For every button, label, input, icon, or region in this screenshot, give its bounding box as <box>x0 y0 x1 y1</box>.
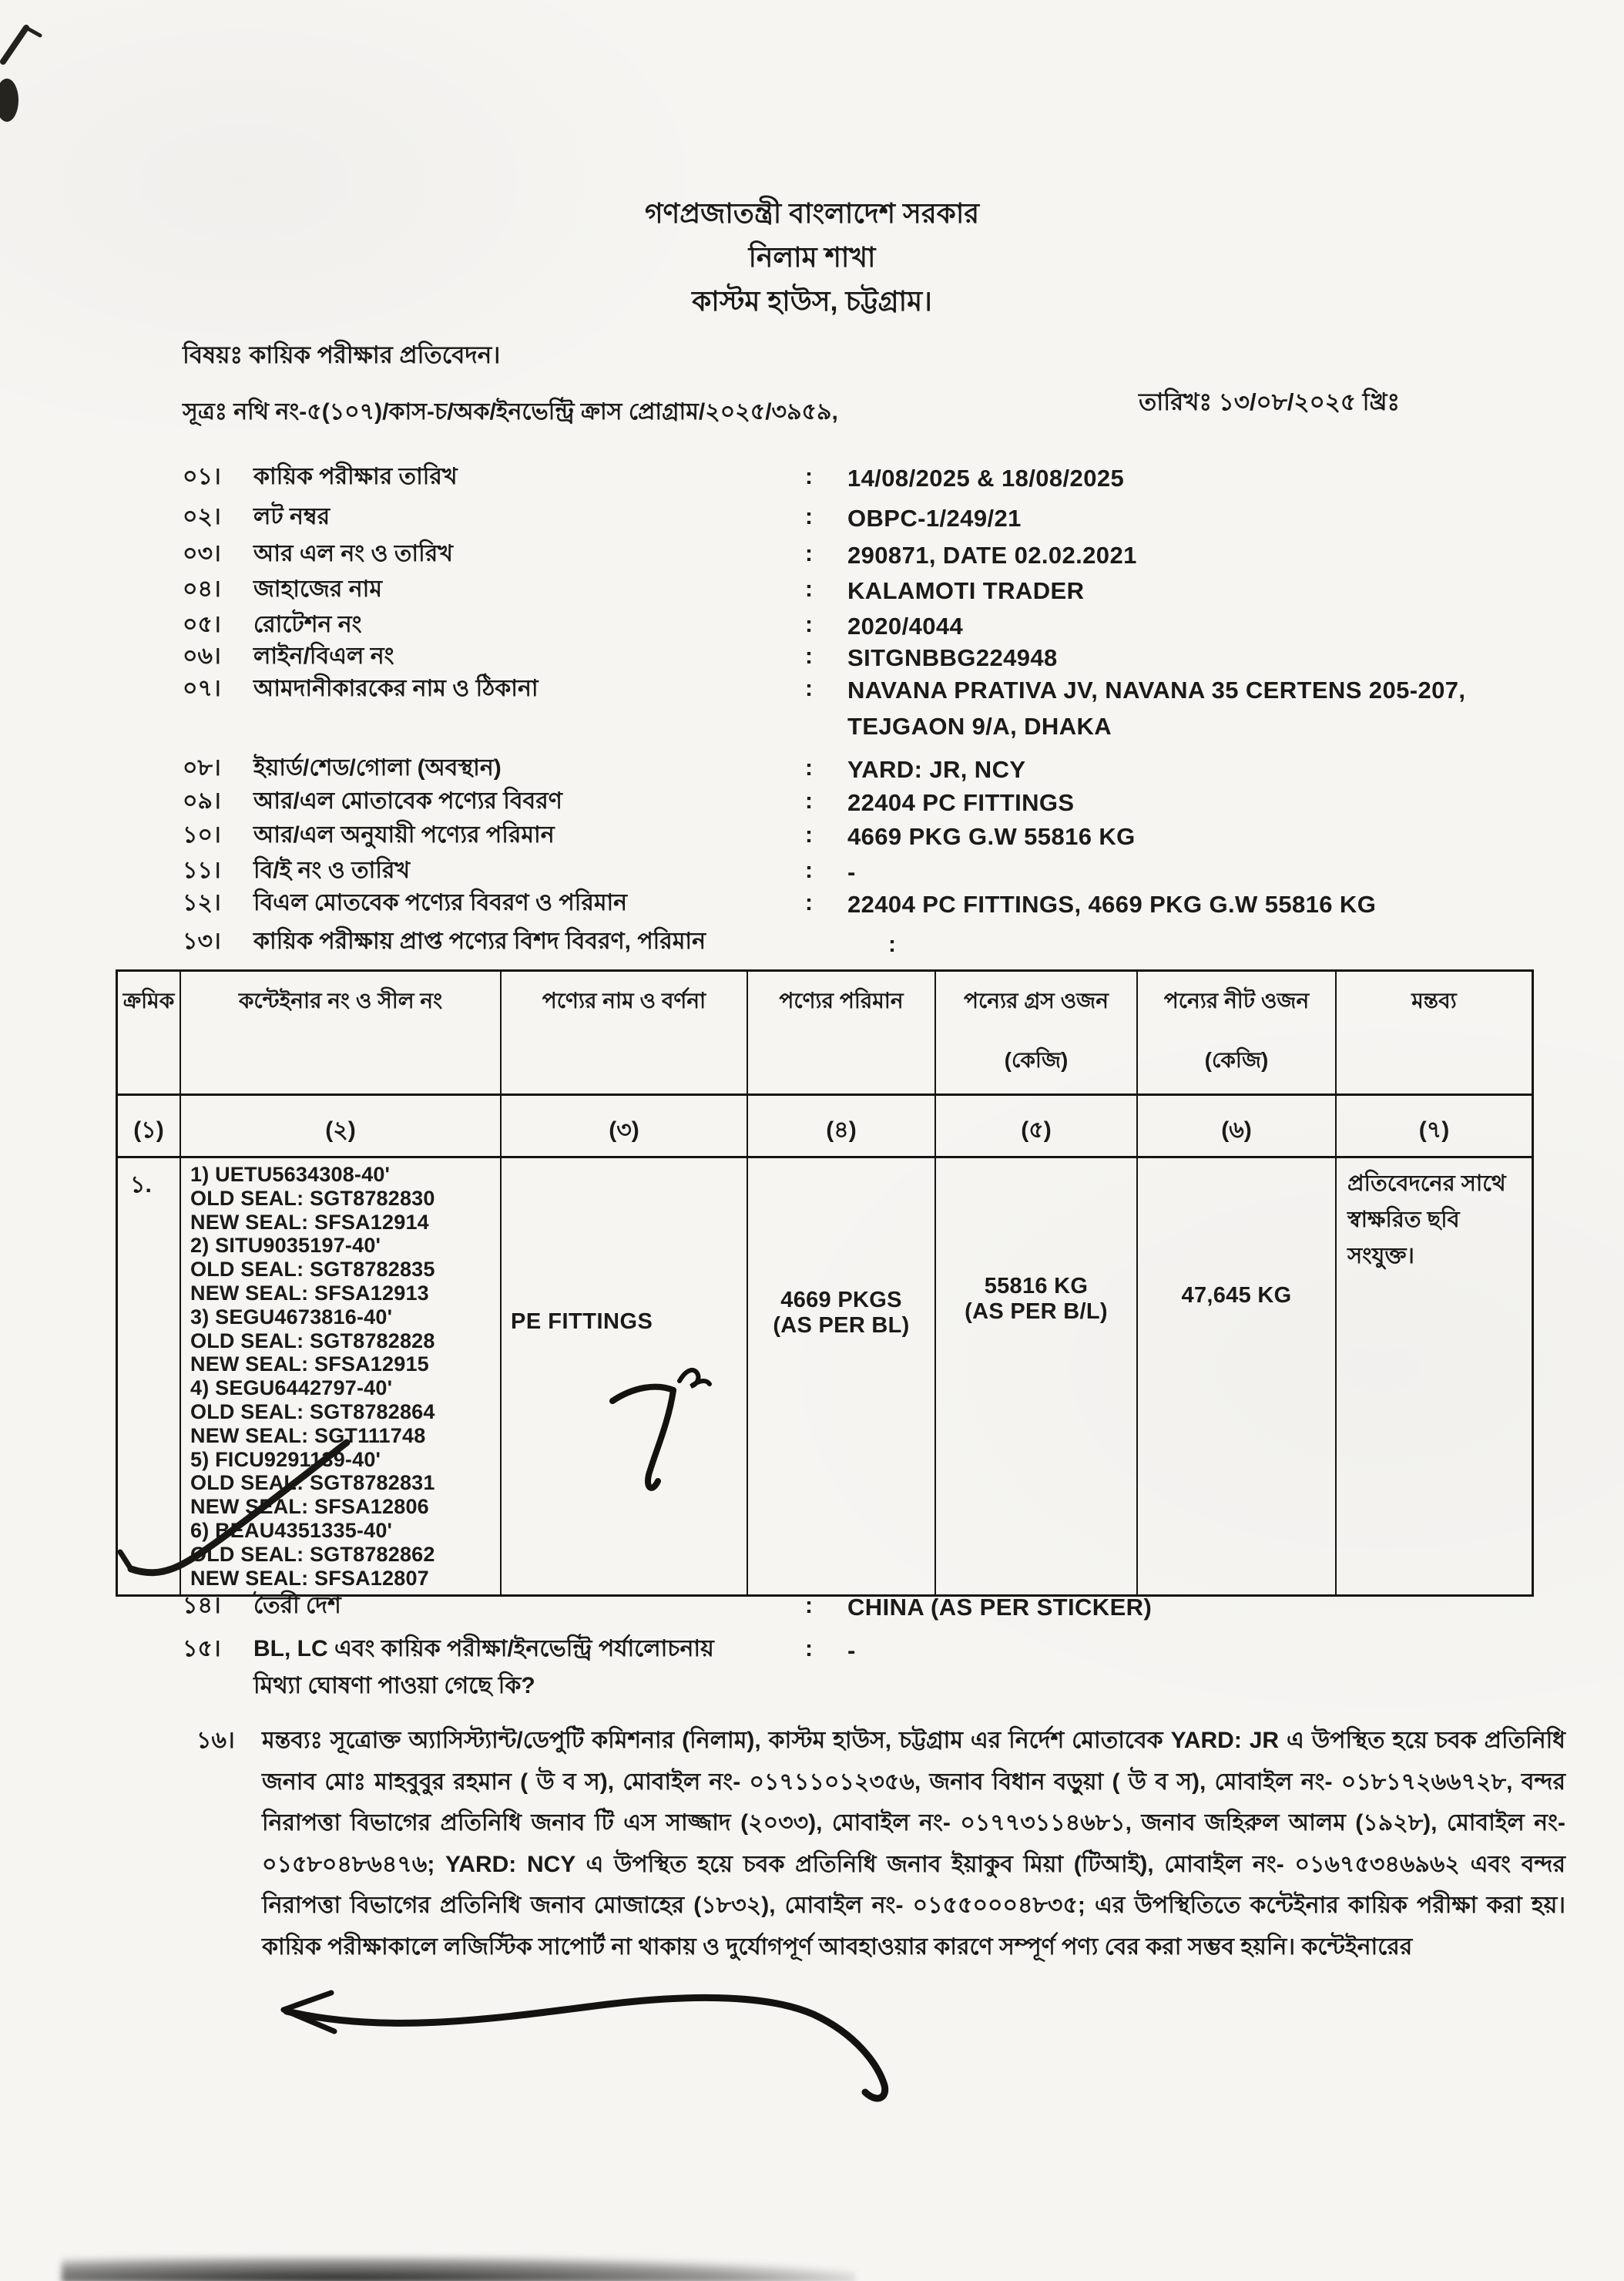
container-line: OLD SEAL: SGT8782830 <box>190 1186 435 1210</box>
item-value: 4669 PKG G.W 55816 KG <box>847 823 1136 850</box>
item-label: লট নম্বর <box>253 504 331 529</box>
document-date: তারিখঃ ১৩/০৮/২০২৫ খ্রিঃ <box>1139 388 1401 415</box>
item-label: BL, LC এবং কায়িক পরীক্ষা/ইনভেন্ট্রি পর্যালোচনায় <box>253 1636 714 1661</box>
item-value: KALAMOTI TRADER <box>847 577 1085 604</box>
list-item-02 <box>183 500 1585 534</box>
container-line: 3) SEGU4673816-40' <box>190 1305 393 1329</box>
container-line: NEW SEAL: SGT111748 <box>190 1423 426 1447</box>
government-title: গণপ্রজাতন্ত্রী বাংলাদেশ সরকার <box>644 197 980 229</box>
remarks-text: মন্তব্যঃ সূত্রোক্ত অ্যাসিস্ট্যান্ট/ডেপুটি কমিশনার (নিলাম), কাস্টম হাউস, চট্টগ্রাম এর নির্দেশ মোতাবেক YARD: JR এ উপস্থিত হয়ে চবক প্রতিনিধি জনাব মোঃ মাহবুবুর রহমান ( উ ব স), মোবাইল নং- ০১৭১১০১২৩৫৬, জনাব বিধান বড়ুয়া ( উ ব স), মোবাইল নং- ০১৮১৭২৬৬৭২৮, বন্দর নিরাপত্তা বিভাগের প্রতিনিধি জনাব টি এস সাজ্জাদ (২০৩৩), মোবাইল নং- ০১৭৭৩১১৪৬৮১, জনাব জহিরুল আলম (১৯২৮), মোবাইল নং- ০১৫৮০৪৮৬৪৭৬; YARD: NCY এ উপস্থিত হয়ে চবক প্রতিনিধি জনাব ইয়াকুব মিয়া (টিআই), মোবাইল নং- ০১৬৭৫৩৪৬৯৬২ এবং বন্দর নিরাপত্তা বিভাগের প্রতিনিধি জনাব মোজাহের (১৮৩২), মোবাইল নং- ০১৫৫০০০৪৮৩৫; এর উপস্থিতিতে কন্টেইনার কায়িক পরীক্ষা করা হয়। কায়িক পরীক্ষাকালে লজিস্টিক সাপোর্ট না থাকায় ও দুর্যোগপূর্ণ আবহাওয়ার কারণে সম্পূর্ণ পণ্য বের করা সম্ভব হয়নি। কন্টেইনারের <box>262 1728 1565 1960</box>
item-label-line2: মিথ্যা ঘোষণা পাওয়া গেছে কি? <box>253 1673 535 1698</box>
item-colon: : <box>805 1636 813 1661</box>
list-item-07 <box>183 672 1585 740</box>
office-name: কাস্টম হাউস, চট্টগ্রাম। <box>692 285 932 317</box>
subject-line: বিষয়ঃ কায়িক পরীক্ষার প্রতিবেদন। <box>183 341 501 368</box>
list-item-13 <box>183 925 1585 959</box>
quantity-note: (AS PER BL) <box>773 1313 910 1338</box>
quantity-value: 4669 PKGS <box>780 1288 902 1312</box>
item-colon: : <box>805 822 813 848</box>
header-serial: ক্রমিক <box>118 972 181 1093</box>
item-colon: : <box>805 504 813 529</box>
scan-shadow <box>62 2256 855 2281</box>
item-label: আর/এল অনুযায়ী পণ্যের পরিমান <box>253 822 555 848</box>
list-item-01 <box>183 460 1585 494</box>
item-number: ১৩। <box>183 929 221 954</box>
container-line: 1) UETU5634308-40' <box>190 1163 391 1186</box>
colnum-6: (৬) <box>1138 1096 1337 1156</box>
list-item-12 <box>183 886 1585 920</box>
container-line: OLD SEAL: SGT8782864 <box>190 1399 435 1423</box>
item-label: কায়িক পরীক্ষার তারিখ <box>253 464 458 489</box>
item-colon: : <box>805 676 813 701</box>
item-label: জাহাজের নাম <box>253 576 382 602</box>
colnum-5: (৫) <box>936 1096 1138 1156</box>
container-line: OLD SEAL: SGT8782828 <box>190 1329 435 1352</box>
item-number: ০৪। <box>183 576 221 602</box>
item-number: ০৩। <box>183 541 221 566</box>
colnum-1: (১) <box>118 1096 181 1156</box>
item-number: ০১। <box>183 464 221 489</box>
item-number: ১০। <box>183 822 221 848</box>
header-container: কন্টেইনার নং ও সীল নং <box>181 972 502 1093</box>
cell-gross-weight <box>936 1158 1138 1594</box>
item-colon: : <box>805 755 813 781</box>
examination-table <box>116 969 1534 1597</box>
list-item-03 <box>183 537 1585 571</box>
item-label: তৈরী দেশ <box>253 1593 341 1618</box>
item-colon: : <box>805 788 813 814</box>
reference-number: সূত্রঃ নথি নং-৫(১০৭)/কাস-চ/অক/ইনভেন্ট্রি ক্রাস প্রোগ্রাম/২০২৫/৩৯৫৯, <box>183 399 838 425</box>
colnum-4: (৪) <box>748 1096 936 1156</box>
item-label: রোটেশন নং <box>253 612 362 637</box>
gross-weight-note: (AS PER B/L) <box>965 1299 1108 1324</box>
net-weight-value: 47,645 KG <box>1181 1283 1292 1308</box>
item-colon: : <box>805 612 813 637</box>
cell-container-seals <box>181 1158 502 1594</box>
gross-weight-value: 55816 KG <box>984 1274 1089 1298</box>
item-value: 290871, DATE 02.02.2021 <box>847 542 1137 569</box>
container-line: OLD SEAL: SGT8782862 <box>190 1542 435 1566</box>
container-line: 2) SITU9035197-40' <box>190 1234 381 1258</box>
container-line: 5) FICU9291139-40' <box>190 1447 381 1471</box>
item-colon: : <box>805 643 813 669</box>
list-item-14 <box>183 1589 1585 1623</box>
colnum-2: (২) <box>181 1096 502 1156</box>
header-net-weight: পন্যের নীট ওজন (কেজি) <box>1138 972 1337 1093</box>
item-value: 22404 PC FITTINGS, 4669 PKG G.W 55816 KG <box>847 891 1377 918</box>
item-value: - <box>847 1637 856 1664</box>
item-colon: : <box>805 576 813 602</box>
container-line: 4) SEGU6442797-40' <box>190 1376 393 1400</box>
item-colon: : <box>805 890 813 915</box>
item-label: বি/ই নং ও তারিখ <box>253 858 411 883</box>
staple-mark <box>3 28 40 62</box>
list-item-05 <box>183 608 1585 642</box>
branch-name: নিলাম শাখা <box>748 241 876 273</box>
item-value: CHINA (AS PER STICKER) <box>847 1594 1153 1621</box>
list-item-06 <box>183 640 1585 674</box>
list-item-08 <box>183 751 1585 785</box>
list-item-11 <box>183 854 1585 888</box>
table-header-row <box>118 972 1532 1096</box>
product-name: PE FITTINGS <box>511 1309 653 1334</box>
item-colon: : <box>805 858 813 883</box>
container-line: NEW SEAL: SFSA12915 <box>190 1352 429 1376</box>
letterhead <box>0 191 1624 323</box>
item-value: SITGNBBG224948 <box>847 644 1058 671</box>
container-line: NEW SEAL: SFSA12806 <box>190 1495 429 1519</box>
list-item-15 <box>183 1632 1585 1698</box>
container-line: NEW SEAL: SFSA12807 <box>190 1566 429 1590</box>
item-number: ০৭। <box>183 676 221 701</box>
item-label: লাইন/বিএল নং <box>253 643 394 669</box>
item-number: ০২। <box>183 504 221 529</box>
list-item-10 <box>183 818 1585 852</box>
punch-hole-mark <box>0 79 18 122</box>
cell-net-weight <box>1138 1158 1337 1594</box>
container-line: NEW SEAL: SFSA12914 <box>190 1210 429 1234</box>
item-value: - <box>847 858 856 885</box>
header-quantity: পণ্যের পরিমান <box>748 972 936 1093</box>
item-label: আর/এল মোতাবেক পণ্যের বিবরণ <box>253 788 562 814</box>
item-number: ১১। <box>183 858 221 883</box>
item-value: OBPC-1/249/21 <box>847 505 1022 532</box>
item-value: 14/08/2025 & 18/08/2025 <box>847 465 1125 492</box>
colnum-7: (৭) <box>1418 1117 1450 1143</box>
swoosh-mark <box>284 1993 885 2098</box>
header-remarks: মন্তব্য <box>1411 989 1457 1013</box>
item-number: ০৮। <box>183 755 221 781</box>
item-number: ০৯। <box>183 788 221 814</box>
item-number: ০৫। <box>183 612 221 637</box>
cell-serial: ১. <box>118 1158 181 1594</box>
item-label: ইয়ার্ড/শেড/গোলা (অবস্থান) <box>253 755 502 781</box>
item-value: 22404 PC FITTINGS <box>847 789 1075 816</box>
item-colon: : <box>888 932 896 957</box>
list-item-09 <box>183 784 1585 818</box>
container-line: 6) BEAU4351335-40' <box>190 1518 393 1542</box>
list-item-04 <box>183 573 1585 606</box>
container-line: OLD SEAL: SGT8782835 <box>190 1258 435 1282</box>
cell-product-name <box>502 1158 748 1594</box>
item-label: বিএল মোতবেক পণ্যের বিবরণ ও পরিমান <box>253 890 628 915</box>
item-label: আমদানীকারকের নাম ও ঠিকানা <box>253 676 539 701</box>
container-line: OLD SEAL: SGT8782831 <box>190 1471 435 1495</box>
item-number: ০৬। <box>183 643 221 669</box>
cell-quantity <box>748 1158 936 1594</box>
item-colon: : <box>805 541 813 566</box>
item-value: NAVANA PRATIVA JV, NAVANA 35 CERTENS 205-207, TEJGAON 9/A, DHAKA <box>847 677 1466 740</box>
item-number: ১৫। <box>183 1636 221 1661</box>
item-number: ১৬। <box>196 1728 235 1753</box>
table-colnum-row <box>118 1096 1532 1158</box>
item-colon: : <box>805 464 813 489</box>
remarks-paragraph <box>183 1720 1569 1967</box>
header-gross-weight: পন্যের গ্রস ওজন (কেজি) <box>936 972 1138 1093</box>
colnum-3: (৩) <box>502 1096 748 1156</box>
container-line: NEW SEAL: SFSA12913 <box>190 1281 429 1305</box>
item-label: কায়িক পরীক্ষায় প্রাপ্ত পণ্যের বিশদ বিবরণ, পরিমান <box>253 929 706 954</box>
cell-remarks: প্রতিবেদনের সাথে স্বাক্ষরিত ছবি সংযুক্ত। <box>1347 1171 1506 1268</box>
table-row <box>118 1158 1532 1594</box>
item-number: ১৪। <box>183 1593 221 1618</box>
item-number: ১২। <box>183 890 221 915</box>
item-label: আর এল নং ও তারিখ <box>253 541 453 566</box>
item-value: 2020/4044 <box>847 613 964 640</box>
item-colon: : <box>805 1593 813 1618</box>
item-value: YARD: JR, NCY <box>847 756 1026 783</box>
header-product-name: পণ্যের নাম ও বর্ণনা <box>502 972 748 1093</box>
